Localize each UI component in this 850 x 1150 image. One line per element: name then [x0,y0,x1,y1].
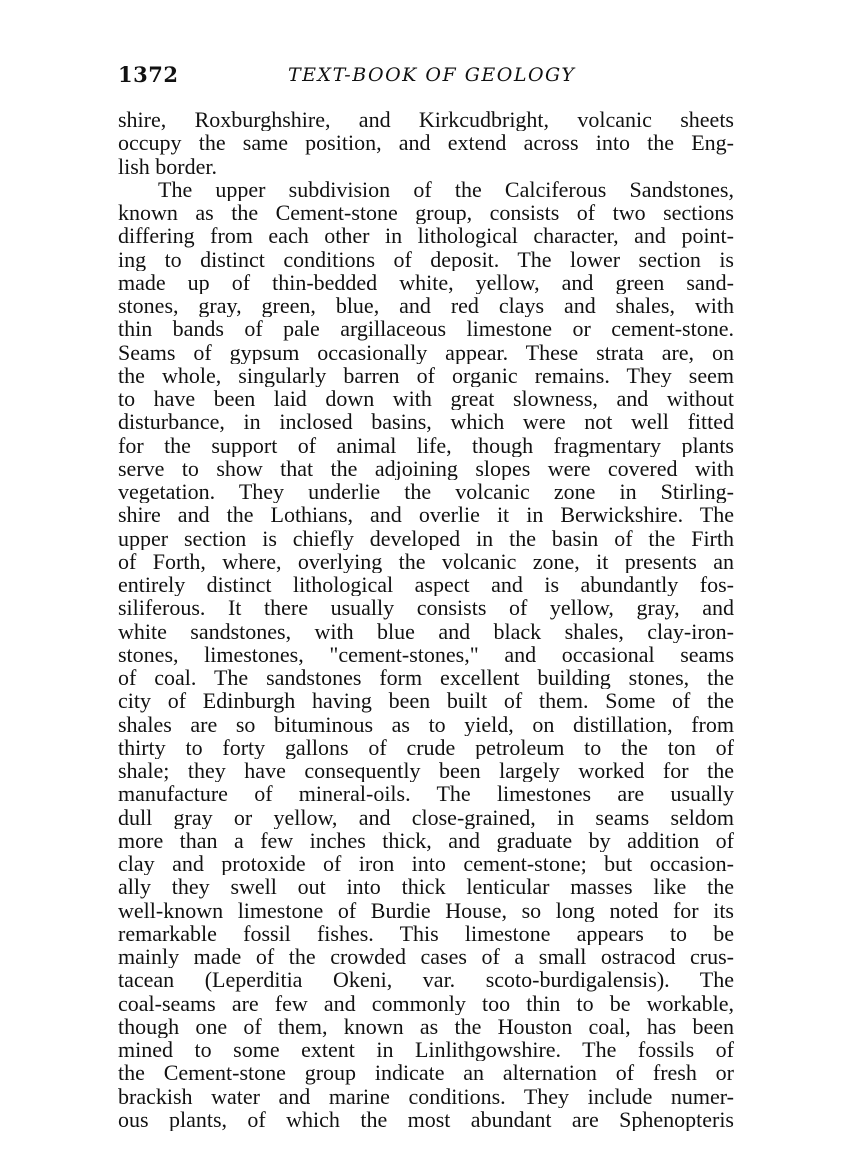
text-line: of Forth, where, overlying the volcanic zone, it presents an [118,549,734,573]
text-line: coal-seams are few and commonly too thin to be workable, [118,991,734,1015]
text-line: lish border. [118,154,217,178]
text-line: ally they swell out into thick lenticular masses like the [118,875,734,899]
text-line: thirty to forty gallons of crude petroleum to the ton of [118,735,734,759]
text-line: city of Edinburgh having been built of them. Some of the [118,689,734,713]
running-head [118,62,734,88]
text-line: known as the Cement-stone group, consists of two sections [118,201,734,225]
text-line: Seams of gypsum occasionally appear. These strata are, on [118,340,734,364]
text-line: though one of them, known as the Houston coal, has been [118,1014,734,1038]
text-line: made up of thin-bedded white, yellow, and green sand- [118,270,734,294]
text-line: manufacture of mineral-oils. The limestones are usually [118,782,734,806]
paragraph [118,178,734,1131]
text-line: shire, Roxburghshire, and Kirkcudbright, volcanic sheets [118,108,734,132]
text-line: shales are so bituminous as to yield, on distillation, from [118,712,734,736]
text-line: clay and protoxide of iron into cement-stone; but occasion- [118,852,734,876]
text-line: thin bands of pale argillaceous limestone or cement-stone. [118,317,734,341]
text-line: for the support of animal life, though fragmentary plants [118,433,734,457]
text-line: vegetation. They underlie the volcanic zone in Stirling- [118,480,734,504]
text-line: more than a few inches thick, and graduate by addition of [118,828,734,852]
text-line: well-known limestone of Burdie House, so long noted for its [118,898,734,922]
paragraph [118,108,734,178]
text-line: remarkable fossil fishes. This limestone appears to be [118,921,734,945]
text-line: The upper subdivision of the Calciferous Sandstones, [158,177,734,201]
text-line: shale; they have consequently been largely worked for the [118,759,734,783]
text-line: stones, limestones, "cement-stones," and occasional seams [118,642,734,666]
text-line: serve to show that the adjoining slopes were covered with [118,456,734,480]
text-line: the Cement-stone group indicate an alternation of fresh or [118,1061,734,1085]
text-line: brackish water and marine conditions. They include numer- [118,1084,734,1108]
body-text [118,108,734,1131]
text-line: stones, gray, green, blue, and red clays and shales, with [118,294,734,318]
text-line: ing to distinct conditions of deposit. The lower section is [118,247,734,271]
running-title: TEXT-BOOK OF GEOLOGY [288,64,576,86]
text-line: siliferous. It there usually consists of yellow, gray, and [118,596,734,620]
text-line: occupy the same position, and extend across into the Eng- [118,131,734,155]
text-line: ous plants, of which the most abundant are Sphenopteris [118,1107,734,1131]
text-line: mainly made of the crowded cases of a small ostracod crus- [118,945,734,969]
text-line: shire and the Lothians, and overlie it in Berwickshire. The [118,503,734,527]
text-line: disturbance, in inclosed basins, which were not well fitted [118,410,734,434]
text-line: mined to some extent in Linlithgowshire. The fossils of [118,1038,734,1062]
text-line: entirely distinct lithological aspect and is abundantly fos- [118,573,734,597]
text-line: dull gray or yellow, and close-grained, in seams seldom [118,805,734,829]
text-line: upper section is chiefly developed in the basin of the Firth [118,526,734,550]
text-line: tacean (Leperditia Okeni, var. scoto-burdigalensis). The [118,968,734,992]
page-number: 1372 [118,62,179,87]
text-line: the whole, singularly barren of organic remains. They seem [118,363,734,387]
text-line: to have been laid down with great slowness, and without [118,387,734,411]
text-line: differing from each other in lithological character, and point- [118,224,734,248]
text-line: white sandstones, with blue and black shales, clay-iron- [118,619,734,643]
text-line: of coal. The sandstones form excellent building stones, the [118,666,734,690]
